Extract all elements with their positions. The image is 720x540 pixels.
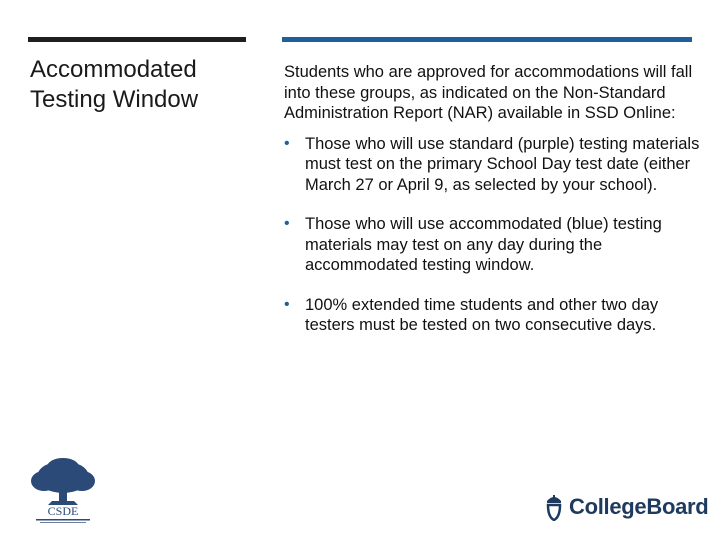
bullet-marker: • <box>284 134 290 152</box>
slide-title: Accommodated Testing Window <box>30 56 199 113</box>
bullet-item <box>284 214 704 276</box>
csde-logo-text: CSDE <box>47 504 79 518</box>
csde-logo <box>22 455 104 525</box>
content-divider-rule <box>282 37 692 42</box>
bullet-list <box>284 134 704 336</box>
bullet-marker: • <box>284 295 290 313</box>
collegeboard-wordmark: CollegeBoard <box>569 494 709 519</box>
collegeboard-logo <box>543 492 708 522</box>
bullet-text: Those who will use accommodated (blue) testing materials may test on any day during the accommodated testing window. <box>305 215 662 274</box>
content-body <box>284 62 704 355</box>
acorn-icon <box>543 493 565 521</box>
bullet-item <box>284 295 704 336</box>
bullet-marker: • <box>284 215 290 232</box>
title-divider-rule <box>28 37 246 42</box>
bullet-text: 100% extended time students and other two day testers must be tested on two consecutive days. <box>305 295 659 334</box>
bullet-text: Those who will use standard (purple) testing materials must test on the primary School Day test date (either March 27 or April 9, as selected by your school). <box>305 134 700 194</box>
bullet-item <box>284 134 704 196</box>
intro-paragraph: Students who are approved for accommodations will fall into these groups, as indicated on the Non-Standard Administration Report (NAR) available in SSD Online: <box>284 63 693 122</box>
